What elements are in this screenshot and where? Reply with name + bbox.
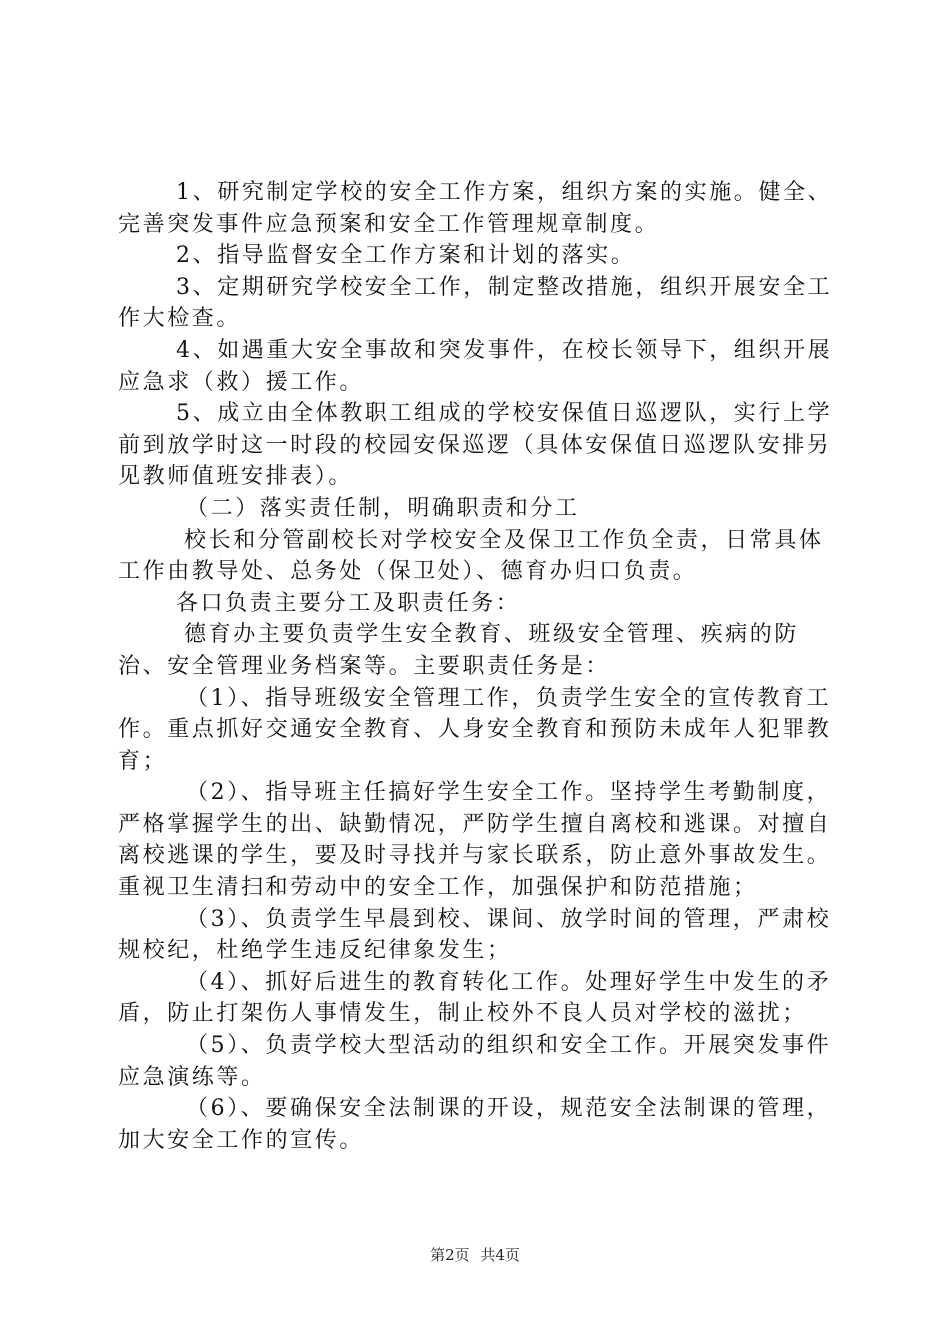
paragraph-item-2: 2、指导监督安全工作方案和计划的落实。 bbox=[176, 243, 636, 269]
duty-item-5: （5）、负责学校大型活动的组织和安全工作。开展突发事件应急演练等。 bbox=[118, 1033, 832, 1090]
page-number: 第2页 bbox=[430, 1246, 470, 1264]
page-footer bbox=[0, 1244, 950, 1265]
duty-item-1: （1）、指导班级安全管理工作，负责学生安全的宣传教育工作。重点抓好交通安全教育、人身安全教育和预防未成年人犯罪教育； bbox=[118, 685, 832, 774]
paragraph-item-4: 4、如遇重大安全事故和突发事件，在校长领导下，组织开展应急求（救）援工作。 bbox=[118, 337, 833, 395]
duty-item-2: （2）、指导班主任搞好学生安全工作。坚持学生考勤制度，严格掌握学生的出、缺勤情况，严防学生擅自离校和逃课。对擅自离校逃课的学生，要及时寻找并与家长联系，防止意外事故发生。重视卫生清扫和劳动中的安全工作，加强保护和防范措施； bbox=[118, 780, 832, 901]
paragraph-item-3: 3、定期研究学校安全工作，制定整改措施，组织开展安全工作大检查。 bbox=[118, 274, 833, 332]
duty-item-6: （6）、要确保安全法制课的开设，规范安全法制课的管理，加大安全工作的宣传。 bbox=[118, 1096, 832, 1153]
section-heading: （二）落实责任制，明确职责和分工 bbox=[186, 495, 580, 521]
paragraph-item-1: 1、研究制定学校的安全工作方案，组织方案的实施。健全、完善突发事件应急预案和安全工作管理规章制度。 bbox=[118, 180, 833, 237]
paragraph-responsibility: 校长和分管副校长对学校安全及保卫工作负全责，日常具体工作由教导处、总务处（保卫处）、德育办归口负责。 bbox=[118, 527, 824, 585]
document-body bbox=[118, 177, 838, 1156]
duty-item-3: （3）、负责学生早晨到校、课间、放学时间的管理，严肃校规校纪，杜绝学生违反纪律象发生； bbox=[118, 906, 832, 964]
paragraph-moral-office: 德育办主要负责学生安全教育、班级安全管理、疾病的防治、安全管理业务档案等。主要职责任务是： bbox=[118, 622, 800, 679]
paragraph-division-intro: 各口负责主要分工及职责任务： bbox=[176, 590, 521, 616]
paragraph-item-5: 5、成立由全体教职工组成的学校安保值日巡逻队，实行上学前到放学时这一时段的校园安保巡逻（具体安保值日巡逻队安排另见教师值班安排表）。 bbox=[118, 401, 833, 490]
duty-item-4: （4）、抓好后进生的教育转化工作。处理好学生中发生的矛盾，防止打架伤人事情发生，制止校外不良人员对学校的滋扰； bbox=[118, 969, 832, 1027]
page-total: 共4页 bbox=[480, 1246, 520, 1264]
